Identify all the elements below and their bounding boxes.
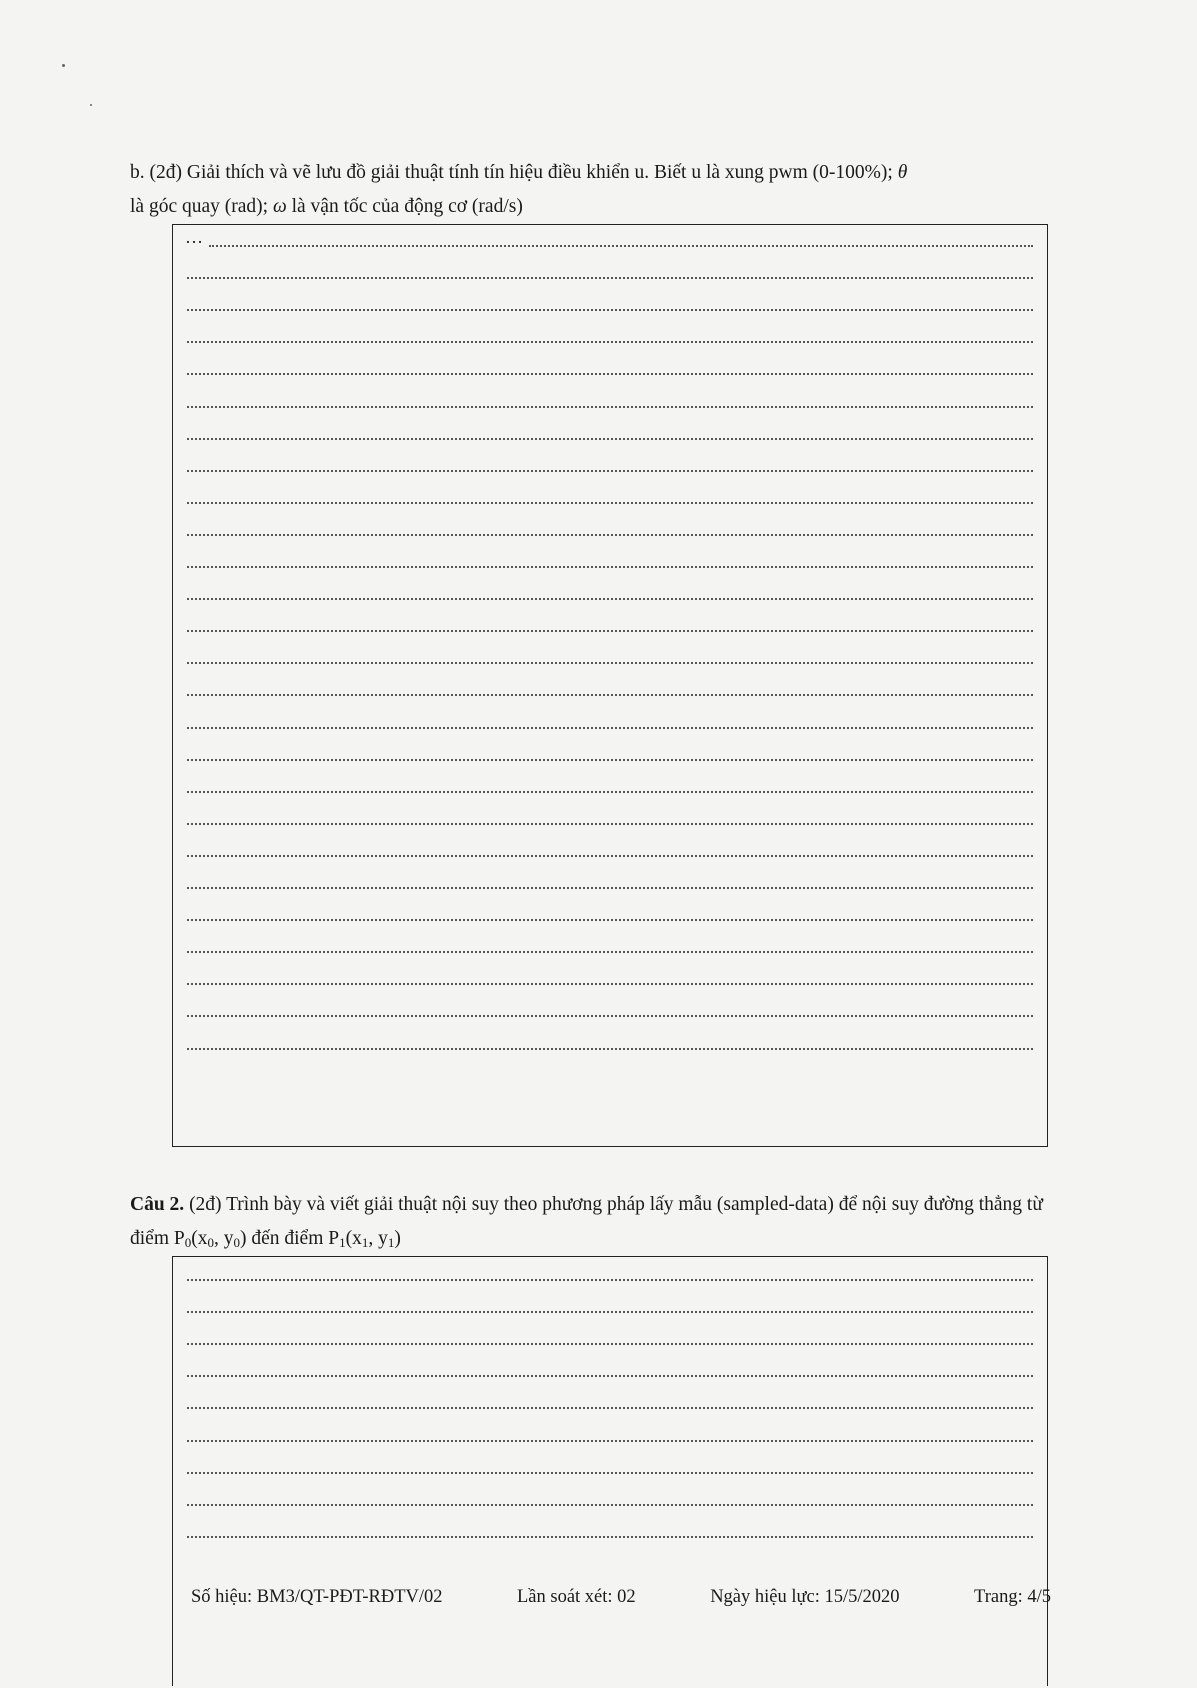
answer-line[interactable] [187,1536,1033,1538]
answer-line[interactable] [187,791,1033,793]
answer-line[interactable] [187,341,1033,343]
answer-line[interactable] [187,887,1033,889]
question-b-text-1: Giải thích và vẽ lưu đồ giải thuật tính tín hiệu điều khiển u. Biết u là xung pwm (0-100%); [186,162,893,183]
answer-line[interactable] [187,727,1033,729]
x0-subscript: 0 [207,1235,214,1250]
answer-line[interactable] [187,1407,1033,1409]
answer-box-2[interactable] [172,1256,1048,1686]
answer-box-b[interactable] [172,224,1048,1147]
leading-dots: … [185,227,205,247]
answer-line[interactable] [187,1279,1033,1281]
question-2-prompt [130,1188,1060,1260]
answer-line[interactable] [187,1375,1033,1377]
question-2-text-2: ) đến điểm P [239,1228,340,1249]
p1-close: ) [394,1228,401,1249]
footer-page-number: Trang: 4/5 [974,1587,1051,1607]
answer-line[interactable] [187,373,1033,375]
answer-line[interactable] [187,759,1033,761]
question-2-label: Câu 2. [130,1194,185,1215]
answer-line[interactable] [187,309,1033,311]
p1-args-mid: , y [368,1228,388,1249]
answer-line[interactable] [187,1472,1033,1474]
question-b-text-2: là góc quay (rad); [130,196,269,217]
answer-line[interactable] [209,245,1033,247]
answer-line[interactable] [187,566,1033,568]
answer-line[interactable] [187,598,1033,600]
answer-line[interactable] [187,630,1033,632]
y1-subscript: 1 [387,1235,395,1250]
theta-symbol: θ [897,162,908,183]
omega-symbol: ω [272,196,287,217]
answer-line[interactable] [187,951,1033,953]
answer-line[interactable] [187,277,1033,279]
scan-speck [90,104,92,106]
question-b-prompt [130,156,1060,224]
footer-revision: Lần soát xét: 02 [517,1587,636,1607]
answer-line[interactable] [187,855,1033,857]
answer-line[interactable] [187,406,1033,408]
answer-line[interactable] [187,470,1033,472]
answer-line[interactable] [187,1048,1033,1050]
question-2-text-1: (2đ) Trình bày và viết giải thuật nội suy theo phương pháp lấy mẫu (sampled-data) để nội suy đường thẳng từ điểm P [130,1194,1043,1249]
answer-line[interactable] [187,662,1033,664]
answer-line[interactable] [187,983,1033,985]
answer-line[interactable] [187,1504,1033,1506]
p0-args-mid: , y [213,1228,234,1249]
answer-line[interactable] [187,1440,1033,1442]
answer-line[interactable] [187,1343,1033,1345]
p1-subscript: 1 [339,1235,346,1250]
question-b-label: b. (2đ) [130,162,182,183]
answer-line[interactable] [187,534,1033,536]
answer-line[interactable] [187,1311,1033,1313]
page-footer [191,1587,1051,1608]
footer-effective-date: Ngày hiệu lực: 15/5/2020 [710,1587,900,1607]
p0-args: (x [191,1228,208,1249]
answer-line[interactable] [187,1015,1033,1017]
answer-line[interactable] [187,823,1033,825]
p1-args: (x [345,1228,362,1249]
answer-line[interactable] [187,502,1033,504]
answer-line[interactable] [187,694,1033,696]
footer-doc-code: Số hiệu: BM3/QT-PĐT-RĐTV/02 [191,1587,443,1607]
scan-speck [62,64,65,67]
y0-subscript: 0 [233,1235,240,1250]
answer-line[interactable] [187,919,1033,921]
question-b-text-3: là vận tốc của động cơ (rad/s) [291,196,523,217]
p0-subscript: 0 [184,1235,192,1250]
x1-subscript: 1 [361,1235,369,1250]
answer-line[interactable] [187,438,1033,440]
